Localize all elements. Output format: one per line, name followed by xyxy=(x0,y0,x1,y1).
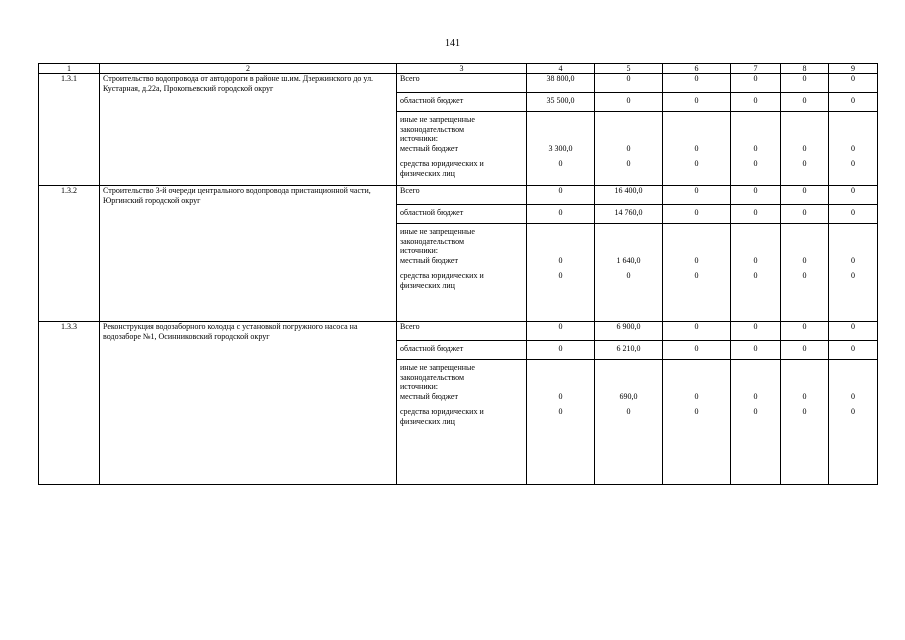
value-cell xyxy=(663,360,731,485)
value-cell xyxy=(527,360,595,485)
item-name: Реконструкция водозаборного колодца с установкой погружного насоса на водозаборе №1, Осинниковский городской округ xyxy=(100,322,397,485)
source-label: Всего xyxy=(397,322,527,341)
source-label: законодательством xyxy=(400,236,465,246)
value-cell: 0 xyxy=(851,159,855,168)
value-cell: 35 500,0 xyxy=(527,93,595,112)
value-cell: 0 xyxy=(694,271,699,280)
value-cell: 0 xyxy=(663,341,731,360)
source-label: Всего xyxy=(397,186,527,205)
value-cell xyxy=(781,224,829,322)
value-cell: 0 xyxy=(829,93,878,112)
source-label xyxy=(397,112,527,186)
source-label: физических лиц xyxy=(400,280,455,290)
source-label: Всего xyxy=(397,74,527,93)
source-label: местный бюджет xyxy=(400,391,458,401)
column-header: 8 xyxy=(781,64,829,74)
value-cell: 0 xyxy=(694,407,699,416)
value-cell: 0 xyxy=(663,74,731,93)
item-code: 1.3.1 xyxy=(39,74,100,186)
value-cell: 0 xyxy=(731,205,781,224)
value-cell xyxy=(663,224,731,322)
value-cell: 0 xyxy=(663,205,731,224)
value-cell: 6 210,0 xyxy=(595,341,663,360)
value-cell: 0 xyxy=(802,407,807,416)
value-cell: 0 xyxy=(781,341,829,360)
value-cell: 0 xyxy=(694,143,699,153)
source-label: источники: xyxy=(400,134,438,143)
value-cell: 0 xyxy=(802,159,807,168)
source-label: иные не запрещенные xyxy=(400,227,475,236)
value-cell: 0 xyxy=(558,407,563,416)
value-cell: 16 400,0 xyxy=(595,186,663,205)
source-label: законодательством xyxy=(400,372,465,382)
value-cell: 0 xyxy=(753,143,758,153)
value-cell xyxy=(595,360,663,485)
value-cell: 0 xyxy=(731,186,781,205)
value-cell xyxy=(829,112,878,186)
source-label: местный бюджет xyxy=(400,255,458,265)
value-cell xyxy=(595,224,663,322)
value-cell xyxy=(781,112,829,186)
value-cell: 0 xyxy=(558,271,563,280)
value-cell: 3 300,0 xyxy=(548,143,573,153)
value-cell: 0 xyxy=(558,255,563,265)
item-code: 1.3.3 xyxy=(39,322,100,485)
value-cell xyxy=(731,360,781,485)
value-cell xyxy=(829,360,878,485)
value-cell: 0 xyxy=(663,186,731,205)
value-cell: 0 xyxy=(829,322,878,341)
value-cell: 14 760,0 xyxy=(595,205,663,224)
source-label: иные не запрещенные xyxy=(400,363,475,372)
value-cell: 0 xyxy=(626,159,631,168)
value-cell: 0 xyxy=(829,74,878,93)
value-cell: 0 xyxy=(851,271,855,280)
value-cell: 0 xyxy=(802,391,807,401)
value-cell: 0 xyxy=(595,93,663,112)
value-cell xyxy=(663,112,731,186)
source-label: физических лиц xyxy=(400,168,455,178)
value-cell: 38 800,0 xyxy=(527,74,595,93)
source-label: средства юридических и xyxy=(400,271,484,280)
value-cell: 0 xyxy=(851,143,855,153)
source-label xyxy=(397,224,527,322)
value-cell: 0 xyxy=(626,271,631,280)
value-cell: 0 xyxy=(595,74,663,93)
column-header: 1 xyxy=(39,64,100,74)
table-row xyxy=(39,322,878,341)
value-cell: 0 xyxy=(731,74,781,93)
value-cell xyxy=(731,224,781,322)
item-code: 1.3.2 xyxy=(39,186,100,322)
value-cell: 0 xyxy=(829,186,878,205)
column-header: 9 xyxy=(829,64,878,74)
value-cell: 1 640,0 xyxy=(616,255,641,265)
value-cell: 0 xyxy=(527,186,595,205)
source-label: местный бюджет xyxy=(400,143,458,153)
value-cell: 0 xyxy=(781,322,829,341)
source-label: законодательством xyxy=(400,124,465,134)
value-cell: 0 xyxy=(527,341,595,360)
value-cell: 0 xyxy=(626,407,631,416)
value-cell: 0 xyxy=(851,407,855,416)
value-cell xyxy=(527,112,595,186)
value-cell: 0 xyxy=(802,271,807,280)
value-cell xyxy=(781,360,829,485)
value-cell: 0 xyxy=(694,255,699,265)
source-label: источники: xyxy=(400,246,438,255)
source-label: физических лиц xyxy=(400,416,455,426)
value-cell: 0 xyxy=(527,322,595,341)
source-label xyxy=(397,360,527,485)
source-label: областной бюджет xyxy=(397,205,527,224)
value-cell: 0 xyxy=(753,255,758,265)
value-cell: 0 xyxy=(753,159,758,168)
column-header: 3 xyxy=(397,64,527,74)
page-number: 141 xyxy=(445,38,460,49)
source-label: областной бюджет xyxy=(397,341,527,360)
value-cell: 0 xyxy=(731,341,781,360)
value-cell: 0 xyxy=(802,255,807,265)
value-cell: 0 xyxy=(851,255,855,265)
value-cell: 0 xyxy=(527,205,595,224)
column-header: 6 xyxy=(663,64,731,74)
item-name: Строительство водопровода от автодороги в районе ш.им. Дзержинского до ул. Кустарная, д.22а, Прокопьевский городской округ xyxy=(100,74,397,186)
value-cell: 0 xyxy=(731,322,781,341)
budget-table xyxy=(38,63,878,485)
column-header: 5 xyxy=(595,64,663,74)
value-cell: 0 xyxy=(851,391,855,401)
column-header: 4 xyxy=(527,64,595,74)
value-cell xyxy=(527,224,595,322)
column-header-row xyxy=(39,64,878,74)
value-cell: 0 xyxy=(663,322,731,341)
value-cell: 0 xyxy=(753,271,758,280)
value-cell: 0 xyxy=(753,407,758,416)
column-header: 2 xyxy=(100,64,397,74)
value-cell: 0 xyxy=(694,391,699,401)
value-cell: 0 xyxy=(781,186,829,205)
value-cell: 0 xyxy=(626,143,631,153)
source-label: областной бюджет xyxy=(397,93,527,112)
value-cell: 0 xyxy=(753,391,758,401)
value-cell: 0 xyxy=(802,143,807,153)
value-cell: 0 xyxy=(829,205,878,224)
item-name: Строительство 3-й очереди центрального водопровода пристанционной части, Юргинский городской округ xyxy=(100,186,397,322)
source-label: средства юридических и xyxy=(400,407,484,416)
value-cell: 0 xyxy=(781,74,829,93)
value-cell: 6 900,0 xyxy=(595,322,663,341)
value-cell xyxy=(731,112,781,186)
value-cell: 0 xyxy=(663,93,731,112)
column-header: 7 xyxy=(731,64,781,74)
source-label: иные не запрещенные xyxy=(400,115,475,124)
table-row xyxy=(39,186,878,205)
value-cell: 0 xyxy=(781,205,829,224)
value-cell: 690,0 xyxy=(619,391,638,401)
value-cell xyxy=(829,224,878,322)
table-row xyxy=(39,74,878,93)
value-cell: 0 xyxy=(731,93,781,112)
value-cell: 0 xyxy=(558,159,563,168)
value-cell: 0 xyxy=(781,93,829,112)
source-label: средства юридических и xyxy=(400,159,484,168)
value-cell: 0 xyxy=(829,341,878,360)
source-label: источники: xyxy=(400,382,438,391)
value-cell xyxy=(595,112,663,186)
value-cell: 0 xyxy=(558,391,563,401)
value-cell: 0 xyxy=(694,159,699,168)
